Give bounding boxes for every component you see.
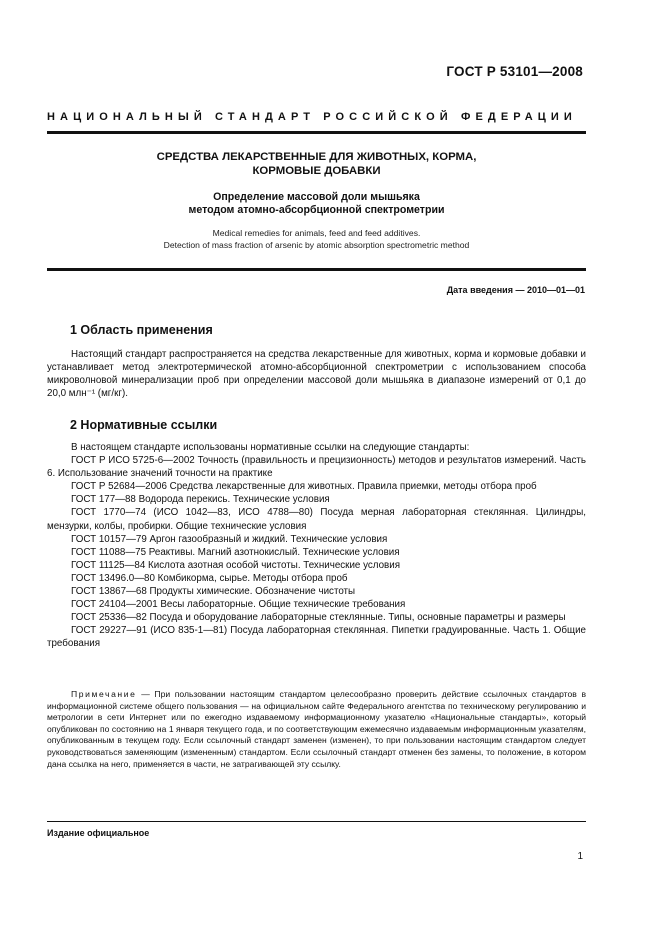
reference-item: ГОСТ Р ИСО 5725-6—2002 Точность (правильность и прецизионность) методов и результатов измерений. Часть 6. Использование значений точности на практике [47, 455, 586, 480]
subtitle-line-1: Определение массовой доли мышьяка [213, 191, 420, 203]
reference-item: ГОСТ 24104—2001 Весы лабораторные. Общие технические требования [71, 599, 406, 611]
reference-item: ГОСТ 177—88 Водорода перекись. Технические условия [71, 494, 330, 506]
page-number: 1 [577, 851, 583, 862]
note-text: — При пользовании настоящим стандартом целесообразно проверить действие ссылочных стандартов в информационной системе общего пользования — на официальном сайте Федерального агентства по техническому регулированию и метрологии в сети Интернет или по ежегодно издаваемому информационному указателю «Национальные стандарты», который опубликован по состоянию на 1 января текущего года, и по соответствующим ежемесячно издаваемым информационным указателям, опубликованным в текущем году. Если ссылочный стандарт заменен (изменен), то при пользовании настоящим стандартом следует руководствоваться заменяющим (измененным) стандартом. Если ссылочный стандарт отменен без замены, то положение, в котором дана ссылка на него, применяется в части, не затрагивающей эту ссылку. [47, 689, 587, 769]
section-1-text [47, 348, 586, 400]
subtitle-line-2: методом атомно-абсорбционной спектрометрии [188, 204, 445, 216]
section-1-paragraph: Настоящий стандарт распространяется на средства лекарственные для животных, корма и кормовые добавки и устанавливает метод электротермической атомно-абсорбционной спектрометрии с использованием способа микроволновой минерализации проб при определении массовой доли мышьяка в диапазоне измерений от 0,1 до 20,0 млн⁻¹ (мг/кг). [47, 349, 586, 400]
footer-divider [47, 821, 586, 822]
english-title-line-2: Detection of mass fraction of arsenic by atomic absorption spectrometric method [163, 239, 470, 250]
document-title [47, 150, 586, 178]
reference-item: ГОСТ 25336—82 Посуда и оборудование лабораторные стеклянные. Типы, основные параметры и размеры [71, 612, 566, 624]
edition-label: Издание официальное [47, 828, 150, 838]
reference-item: ГОСТ 29227—91 (ИСО 835-1—81) Посуда лабораторная стеклянная. Пипетки градуированные. Часть 1. Общие требования [47, 625, 586, 650]
section-1-heading: 1 Область применения [70, 323, 213, 337]
title-line-1: СРЕДСТВА ЛЕКАРСТВЕННЫЕ ДЛЯ ЖИВОТНЫХ, КОРМА, [156, 151, 477, 163]
reference-item: ГОСТ 1770—74 (ИСО 1042—83, ИСО 4788—80) Посуда мерная лабораторная стеклянная. Цилиндры, мензурки, колбы, пробирки. Общие технические условия [47, 507, 586, 532]
note-label: Примечание [71, 689, 137, 699]
section-2-heading: 2 Нормативные ссылки [70, 418, 218, 432]
introduction-date: Дата введения — 2010—01—01 [446, 285, 585, 295]
reference-item: ГОСТ 13496.0—80 Комбикорма, сырье. Методы отбора проб [71, 572, 348, 584]
reference-item: ГОСТ 10157—79 Аргон газообразный и жидкий. Технические условия [71, 533, 388, 545]
document-subtitle [47, 191, 586, 217]
reference-item: ГОСТ Р 52684—2006 Средства лекарственные для животных. Правила приемки, методы отбора проб [71, 481, 537, 493]
reference-item: ГОСТ 13867—68 Продукты химические. Обозначение чистоты [71, 586, 356, 598]
national-standard-banner: НАЦИОНАЛЬНЫЙ СТАНДАРТ РОССИЙСКОЙ ФЕДЕРАЦИИ [47, 111, 577, 123]
document-code: ГОСТ Р 53101—2008 [446, 64, 583, 79]
note [47, 689, 586, 770]
english-title-line-1: Medical remedies for animals, feed and feed additives. [212, 228, 421, 238]
title-line-2: КОРМОВЫЕ ДОБАВКИ [252, 165, 381, 177]
title-divider [47, 268, 586, 271]
references-lead: В настоящем стандарте использованы нормативные ссылки на следующие стандарты: [71, 442, 470, 453]
reference-item: ГОСТ 11125—84 Кислота азотная особой чистоты. Технические условия [71, 559, 401, 571]
references-list [47, 441, 586, 651]
english-title [47, 228, 586, 251]
reference-item: ГОСТ 11088—75 Реактивы. Магний азотнокислый. Технические условия [71, 546, 400, 558]
header-divider [47, 131, 586, 134]
